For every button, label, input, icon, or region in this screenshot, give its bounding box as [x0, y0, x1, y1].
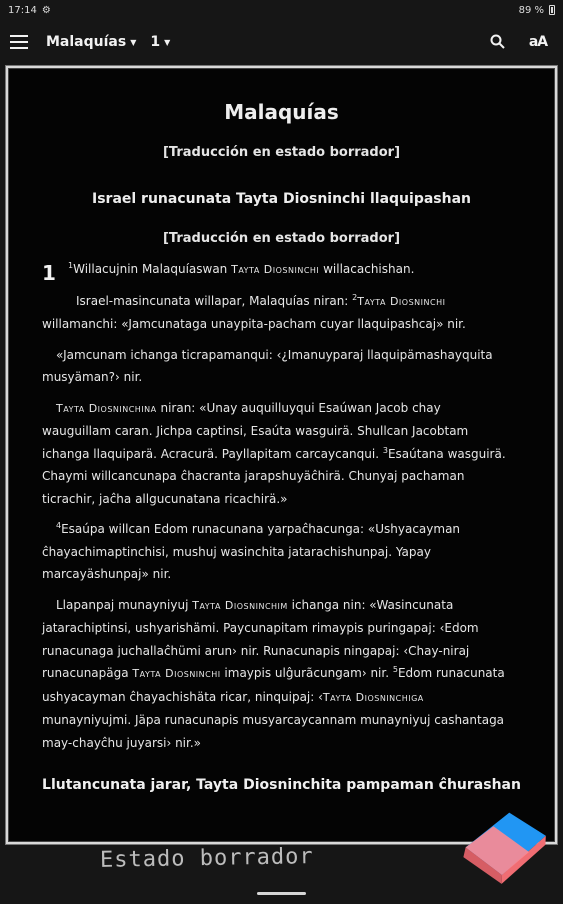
home-indicator[interactable] [257, 892, 306, 895]
verse-text: Edom runacunata ushyacayman ĉhayachishäta ricar, ninquipaj: ‹ [42, 666, 505, 704]
status-time: 17:14 [8, 4, 37, 16]
chapter-selector[interactable] [150, 34, 170, 50]
verse-text: munayniyujmi. Jäpa runacunapis musyarcaycannam munayniyuj cashantaga may-chayĉhu juyarsi› nir.» [42, 713, 505, 750]
verse-text: ichanga nin: «Wasincunata jatarachiptinsi, ushyarishämi. Paycunapitam rimaypis puringapaj: ‹Edom runacunaga juchallaĉhümi arun› nir. Runacunapis ningapaj: ‹Chay-niraj runacunapäga [42, 597, 479, 680]
divine-name: Tayta Diosninchi [231, 263, 320, 276]
book-selector[interactable] [46, 34, 136, 50]
verse-paragraph [42, 290, 512, 336]
verse-text: imaypis ulĝurãcungam› nir. [220, 666, 393, 680]
verse-paragraph [42, 594, 512, 755]
verse-text: willacachishan. [319, 262, 415, 276]
verse-text: niran: «Unay auquilluyqui Esaúwan Jacob chay wauguillam caran. Jichpa captinsi, Esaúta wasguirä. Shullcan Jacobtam ichanga llaquiparä. Acracurä. Payllapitam carcaycanqui. [42, 400, 469, 461]
verse-text: willamanchi: «Jamcunataga unaypita-pacham cuyar llaquipashcaj» nir. [42, 317, 466, 331]
verse-number: 2 [352, 292, 358, 302]
divine-name: Tayta Diosninchina [56, 401, 157, 415]
verse-text: «Jamcunam ichanga ticrapamanqui: ‹¿Imanuyparaj llaquipämashayquita musyäman?› nir. [42, 347, 493, 384]
draft-status-label: Estado borrador [99, 844, 314, 873]
verse-paragraph [42, 344, 512, 389]
verse-paragraph [42, 258, 512, 282]
verse-paragraph [42, 397, 512, 511]
book-selector-label: Malaquías [46, 34, 127, 50]
text-size-icon: aA [528, 34, 548, 50]
text-size-button[interactable] [523, 27, 553, 57]
next-section-heading: Llutancunata jarar, Tayta Diosninchita pampaman ĉhurashan [42, 777, 521, 793]
section-heading: Israel runacunata Tayta Diosninchi llaquipashan [92, 191, 471, 207]
divine-name: Tayta Diosninchim [192, 598, 288, 612]
verse-number: 3 [382, 445, 388, 455]
status-right [519, 5, 555, 16]
chapter-selector-label: 1 [150, 34, 161, 50]
verse-number: 4 [56, 521, 62, 530]
chevron-down-icon: ▼ [130, 37, 137, 47]
chevron-down-icon: ▼ [164, 37, 171, 47]
chapter-number: 1 [42, 261, 56, 285]
notification-icon: ⚙ [41, 4, 51, 16]
status-bar [0, 0, 563, 20]
search-icon [489, 33, 507, 51]
verse-paragraph [42, 518, 512, 586]
verse-text: Esaúpa willcan Edom runacunana yarpaĉhacunga: «Ushyacayman ĉhayachimaptinchisi, mushuj wasinchita jatarachishunpaj. Yapay marcayäshunpaj» nir. [42, 522, 461, 581]
verse-number: 5 [392, 665, 398, 674]
app-toolbar [0, 20, 563, 64]
page-title: Malaquías [224, 100, 339, 124]
verse-text: Esaútana wasguirä. Chaymi willcancunapa ĉhacranta jarapshuyäĉhirä. Chunyaj pachaman ticrachir, jaĉha allgucunatana ricachirä.» [42, 446, 506, 506]
divine-name: Tayta Diosninchi [132, 667, 221, 680]
draft-note: [Traducción en estado borrador] [162, 231, 401, 246]
status-left [8, 5, 51, 16]
divine-name: Tayta Diosninchi [357, 294, 446, 308]
draft-note: [Traducción en estado borrador] [162, 145, 401, 160]
hamburger-menu-icon[interactable] [10, 35, 28, 49]
battery-percent: 89 % [518, 4, 544, 16]
verse-number: 1 [68, 261, 74, 270]
divine-name: Tayta Diosninchiga [322, 690, 424, 704]
verse-text: Llapanpaj munayniyuj [56, 597, 193, 612]
reading-pane[interactable] [6, 66, 557, 844]
verse-text: Israel-masincunata willapar, Malaquías niran: [76, 293, 353, 308]
search-button[interactable] [483, 27, 513, 57]
verse-text: Willacujnin Malaquíaswan [73, 262, 232, 276]
chapter-text [42, 258, 512, 762]
battery-icon [549, 5, 555, 15]
